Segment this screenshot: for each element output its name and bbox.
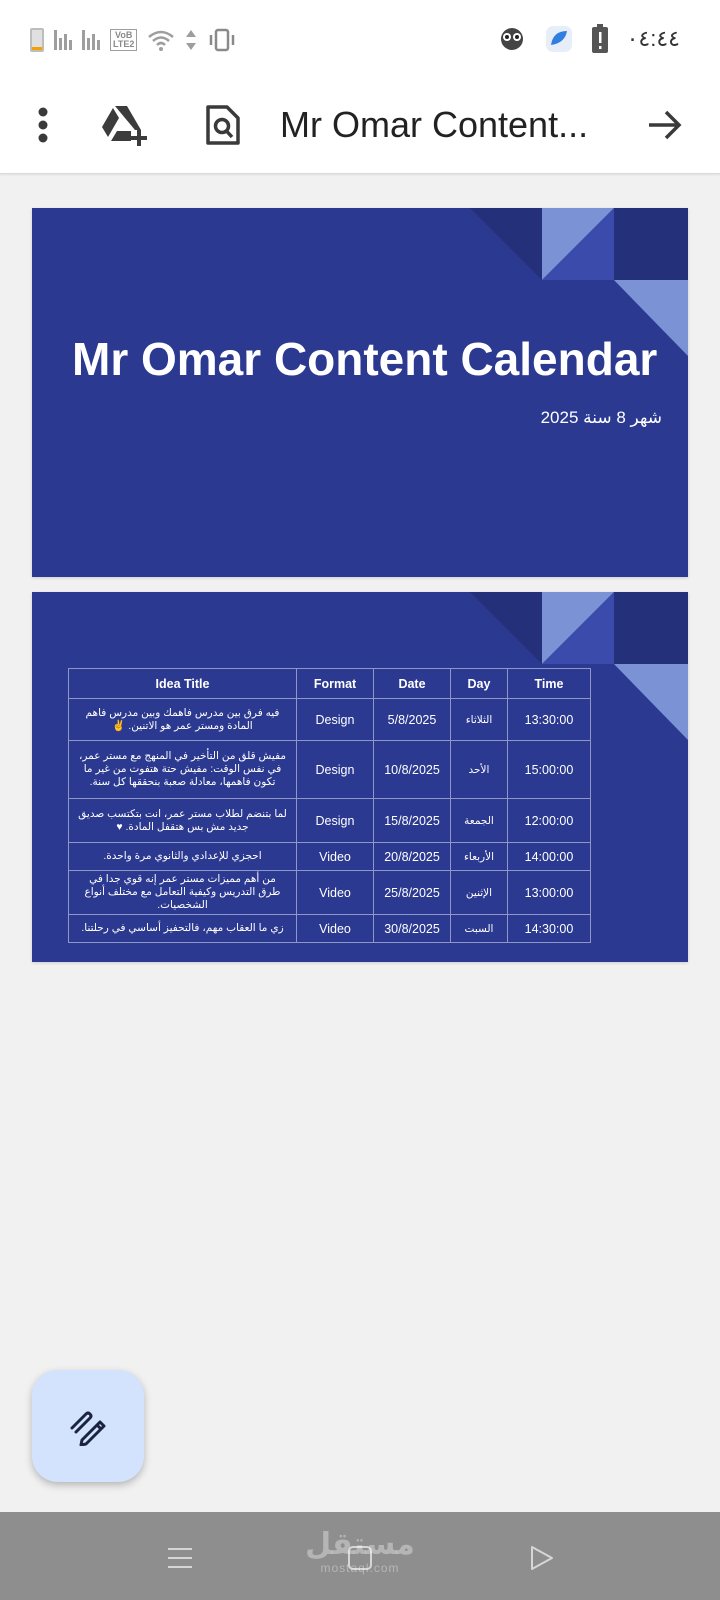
cell-idea: احجزي للإعدادي والثانوي مرة واحدة. bbox=[69, 843, 297, 871]
game-app-icon bbox=[497, 26, 527, 52]
recents-button[interactable] bbox=[160, 1538, 200, 1578]
telegram-app-icon bbox=[545, 25, 573, 53]
slide-1-thumbnail[interactable] bbox=[32, 208, 688, 577]
volte-badge-top: VoB bbox=[115, 30, 133, 40]
more-vert-icon bbox=[36, 107, 50, 143]
cell-day: الإثنين bbox=[451, 871, 508, 915]
slide-title: Mr Omar Content Calendar bbox=[72, 333, 658, 385]
watermark-sub: mostaql.com bbox=[320, 1561, 400, 1575]
watermark-main: مستقل bbox=[305, 1528, 415, 1561]
doc-search-icon bbox=[205, 104, 241, 146]
volte-badge bbox=[110, 29, 137, 51]
header-idea-title: Idea Title bbox=[69, 669, 297, 699]
app-toolbar bbox=[0, 76, 720, 174]
battery-small-icon bbox=[30, 28, 44, 52]
table-row bbox=[69, 843, 591, 871]
cell-idea: لما بتنضم لطلاب مستر عمر، انت بتكتسب صديق جديد مش بس هتقفل المادة. ♥ bbox=[69, 799, 297, 843]
status-right-icons bbox=[497, 24, 680, 54]
signal-2-icon bbox=[82, 30, 100, 50]
cell-date: 30/8/2025 bbox=[374, 915, 451, 943]
document-title: Mr Omar Content... bbox=[280, 104, 589, 145]
back-button[interactable] bbox=[522, 1538, 562, 1578]
cell-format: Design bbox=[297, 699, 374, 741]
cell-day: الأربعاء bbox=[451, 843, 508, 871]
forward-button[interactable] bbox=[638, 98, 692, 152]
volte-badge-bottom: LTE2 bbox=[113, 39, 135, 49]
mostaql-watermark bbox=[300, 1528, 420, 1574]
vibrate-icon bbox=[207, 28, 237, 52]
slide-2-thumbnail[interactable] bbox=[32, 592, 688, 962]
cell-date: 25/8/2025 bbox=[374, 871, 451, 915]
cell-format: Video bbox=[297, 843, 374, 871]
cell-idea: زي ما العقاب مهم، فالتحفيز أساسي في رحلتنا. bbox=[69, 915, 297, 943]
cell-time: 13:00:00 bbox=[508, 871, 591, 915]
back-triangle-icon bbox=[529, 1544, 555, 1572]
slide-subtitle: شهر 8 سنة 2025 bbox=[540, 408, 662, 427]
table-row bbox=[69, 871, 591, 915]
edit-pen-icon bbox=[68, 1406, 108, 1446]
wifi-icon bbox=[147, 29, 175, 51]
table-row bbox=[69, 741, 591, 799]
add-to-drive-button[interactable] bbox=[98, 98, 152, 152]
status-left-icons bbox=[30, 26, 237, 54]
header-day: Day bbox=[451, 669, 508, 699]
more-options-button[interactable] bbox=[16, 98, 70, 152]
cell-date: 5/8/2025 bbox=[374, 699, 451, 741]
cell-day: السبت bbox=[451, 915, 508, 943]
cell-date: 20/8/2025 bbox=[374, 843, 451, 871]
clock: ٠٤:٤٤ bbox=[626, 26, 680, 51]
cell-idea: مفيش قلق من التأخير في المنهج مع مستر عمر، في نفس الوقت: مفيش حتة هتفوت من غير ما تكون فاهمها، معادلة صعبة بنحققها كل سنة. bbox=[69, 741, 297, 799]
edit-fab-button[interactable] bbox=[32, 1370, 144, 1482]
cell-day: الأحد bbox=[451, 741, 508, 799]
battery-alert-icon bbox=[591, 24, 609, 54]
table-row bbox=[69, 699, 591, 741]
table-row bbox=[69, 799, 591, 843]
cell-day: الجمعة bbox=[451, 799, 508, 843]
cell-idea: فيه فرق بين مدرس فاهمك وبين مدرس فاهم المادة ومستر عمر هو الاتنين. ✌️ bbox=[69, 699, 297, 741]
header-date: Date bbox=[374, 669, 451, 699]
drive-add-icon bbox=[101, 103, 149, 147]
cell-time: 15:00:00 bbox=[508, 741, 591, 799]
cell-idea: من أهم مميزات مستر عمر إنه قوي جدا في طرق التدريس وكيفية التعامل مع مختلف أنواع الشخصيات. bbox=[69, 871, 297, 915]
status-bar bbox=[0, 0, 720, 76]
cell-format: Video bbox=[297, 915, 374, 943]
cell-time: 12:00:00 bbox=[508, 799, 591, 843]
table-header-row bbox=[69, 669, 591, 699]
cell-format: Video bbox=[297, 871, 374, 915]
header-format: Format bbox=[297, 669, 374, 699]
arrow-forward-icon bbox=[647, 109, 683, 141]
cell-format: Design bbox=[297, 741, 374, 799]
system-nav-bar bbox=[0, 1512, 720, 1600]
cell-time: 14:30:00 bbox=[508, 915, 591, 943]
menu-lines-icon bbox=[167, 1546, 193, 1570]
signal-1-icon bbox=[54, 30, 72, 50]
data-arrows-icon bbox=[185, 28, 197, 52]
cell-time: 13:30:00 bbox=[508, 699, 591, 741]
cell-date: 10/8/2025 bbox=[374, 741, 451, 799]
table-row bbox=[69, 915, 591, 943]
content-calendar-table bbox=[68, 668, 591, 943]
header-time: Time bbox=[508, 669, 591, 699]
cell-day: الثلاثاء bbox=[451, 699, 508, 741]
cell-date: 15/8/2025 bbox=[374, 799, 451, 843]
cell-format: Design bbox=[297, 799, 374, 843]
find-in-document-button[interactable] bbox=[196, 98, 250, 152]
cell-time: 14:00:00 bbox=[508, 843, 591, 871]
